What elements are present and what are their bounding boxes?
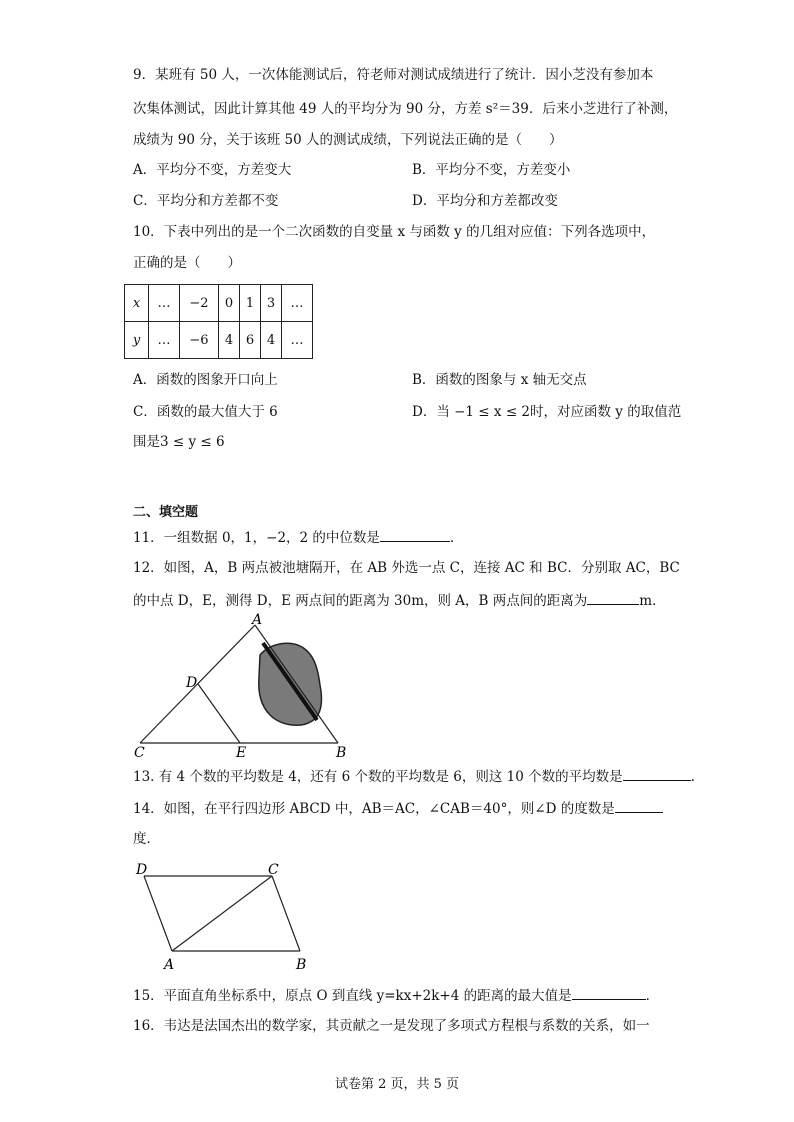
- q10-option-a: A．函数的图象开口向上: [133, 372, 278, 388]
- q11-line: [133, 528, 463, 547]
- table-row: [125, 322, 313, 359]
- answer-blank[interactable]: [572, 986, 646, 1000]
- answer-blank[interactable]: [615, 799, 663, 813]
- q15-text: 15．平面直角坐标系中，原点 O 到直线 y=kx+2k+4 的距离的最大值是: [133, 988, 572, 1004]
- label-b: B: [336, 745, 347, 761]
- q11-text: 11．一组数据 0，1，−2，2 的中位数是: [133, 530, 380, 546]
- q10-option-d: D．当 −1 ≤ x ≤ 2时，对应函数 y 的取值范: [412, 404, 682, 420]
- label-d: D: [136, 862, 148, 878]
- label-d: D: [186, 675, 198, 691]
- table-cell: 4: [261, 322, 282, 359]
- table-cell: 3: [261, 285, 282, 322]
- q13-end: .: [690, 769, 695, 785]
- q9-option-d: D．平均分和方差都改变: [412, 193, 558, 209]
- q13-line: [133, 767, 695, 786]
- q10-line-2: 正确的是（ ）: [133, 255, 241, 271]
- q9-line-2: 次集体测试，因此计算其他 49 人的平均分为 90 分，方差 s²＝39．后来小芝进行了补测，: [133, 101, 678, 117]
- table-cell: 4: [219, 322, 240, 359]
- segment-ac: [172, 876, 272, 951]
- table-cell: x: [125, 285, 149, 322]
- q12-end: m．: [639, 593, 666, 609]
- q12-text: 的中点 D，E，测得 D，E 两点间的距离为 30m，则 A，B 两点间的距离为: [133, 593, 588, 609]
- table-cell: 6: [240, 322, 261, 359]
- table-cell: 0: [219, 285, 240, 322]
- label-a: A: [164, 957, 175, 973]
- q9-line-1: 9．某班有 50 人，一次体能测试后，符老师对测试成绩进行了统计．因小芝没有参加本: [133, 67, 654, 83]
- q14-line-1: [133, 799, 663, 818]
- q10-option-b: B．函数的图象与 x 轴无交点: [412, 372, 587, 388]
- segment-ac: [140, 625, 255, 743]
- q9-line-3: 成绩为 90 分，关于该班 50 人的测试成绩，下列说法正确的是（ ）: [133, 132, 563, 148]
- table-cell: −6: [180, 322, 219, 359]
- q12-line-1: 12．如图，A，B 两点被池塘隔开，在 AB 外选一点 C，连接 AC 和 BC．分别取 AC，BC: [133, 560, 680, 576]
- label-a: A: [252, 612, 263, 628]
- label-c: C: [268, 862, 279, 878]
- q14-line-2: 度．: [133, 831, 160, 847]
- label-e: E: [236, 745, 247, 761]
- q9-option-a: A．平均分不变，方差变大: [133, 162, 292, 178]
- triangle-pond-figure: [130, 612, 370, 765]
- section-title: 二、填空题: [133, 505, 199, 520]
- segment-de: [198, 684, 240, 743]
- table-cell: y: [125, 322, 149, 359]
- q9-option-b: B．平均分不变，方差变小: [412, 162, 571, 178]
- answer-blank[interactable]: [380, 528, 450, 542]
- page-footer: 试卷第 2 页，共 5 页: [334, 1077, 460, 1092]
- q14-text: 14．如图，在平行四边形 ABCD 中，AB＝AC，∠CAB＝40°，则∠D 的度数是: [133, 801, 615, 817]
- q16-line-1: 16．韦达是法国杰出的数学家，其贡献之一是发现了多项式方程根与系数的关系，如一: [133, 1018, 650, 1034]
- q9-option-c: C．平均分和方差都不变: [133, 193, 279, 209]
- q10-option-d-continued: 围是3 ≤ y ≤ 6: [133, 434, 225, 450]
- q15-end: ．: [645, 988, 660, 1004]
- answer-blank[interactable]: [587, 591, 639, 605]
- table-cell: …: [282, 322, 313, 359]
- q10-option-c: C．函数的最大值大于 6: [133, 404, 278, 420]
- segment-cb: [272, 876, 300, 951]
- table-cell: −2: [180, 285, 219, 322]
- table-row: [125, 285, 313, 322]
- table-cell: 1: [240, 285, 261, 322]
- q10-line-1: 10．下表中列出的是一个二次函数的自变量 x 与函数 y 的几组对应值：下列各选项中，: [133, 224, 656, 240]
- q12-line-2: [133, 591, 666, 610]
- parallelogram-figure: [132, 860, 332, 980]
- value-table: [124, 284, 313, 359]
- q15-line: [133, 986, 659, 1005]
- label-c: C: [134, 745, 145, 761]
- q11-end: ．: [449, 530, 464, 546]
- q13-text: 13. 有 4 个数的平均数是 4，还有 6 个数的平均数是 6，则这 10 个数的平均数是: [133, 769, 623, 785]
- segment-da: [144, 876, 172, 951]
- label-b: B: [296, 957, 307, 973]
- table-cell: …: [282, 285, 313, 322]
- table-cell: …: [149, 285, 180, 322]
- answer-blank[interactable]: [623, 767, 691, 781]
- table-cell: …: [149, 322, 180, 359]
